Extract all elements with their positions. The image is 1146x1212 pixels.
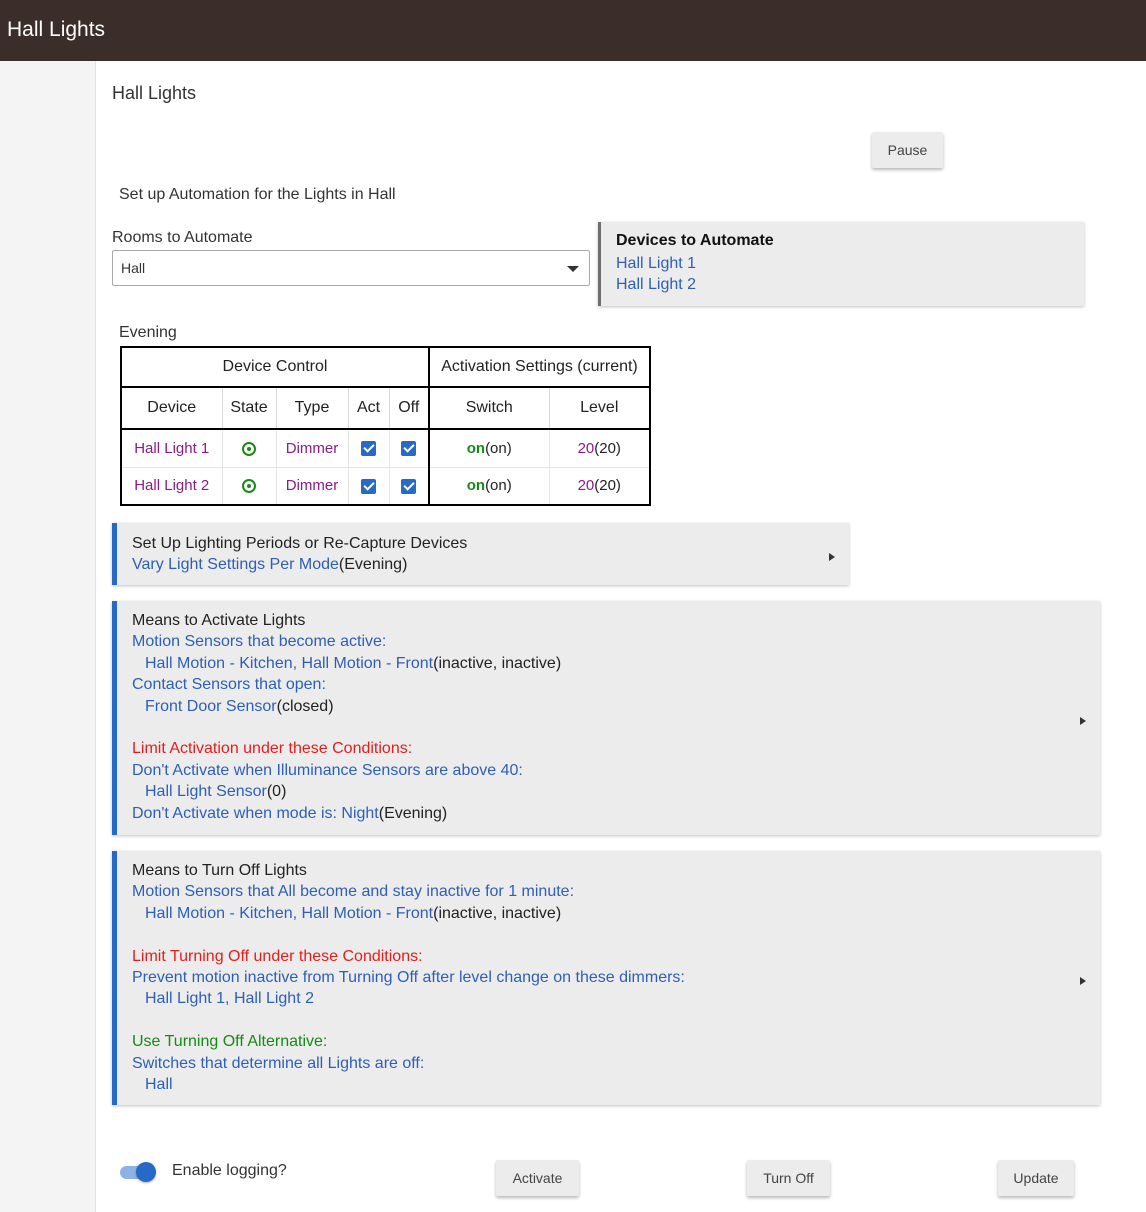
- limit-activation-label: Limit Activation under these Conditions:: [132, 740, 413, 758]
- group-header-device-control: Device Control: [121, 347, 429, 387]
- update-button[interactable]: Update: [998, 1160, 1074, 1196]
- state-on-icon: [242, 479, 256, 493]
- mode-restriction: Don't Activate when mode is: Night: [132, 804, 379, 822]
- alternative-label: Use Turning Off Alternative:: [132, 1033, 328, 1051]
- vary-settings-link[interactable]: Vary Light Settings Per Mode: [132, 556, 339, 574]
- device-link[interactable]: Hall Light 2: [616, 276, 697, 293]
- prevent-devices: Hall Light 1, Hall Light 2: [145, 990, 314, 1008]
- setup-label: Set up Automation for the Lights in Hall: [119, 186, 396, 203]
- type-cell[interactable]: Dimmer: [276, 429, 348, 467]
- page-title: Hall Lights: [112, 83, 197, 103]
- prevent-label: Prevent motion inactive from Turning Off after level change on these dimmers:: [132, 969, 685, 987]
- logging-label: Enable logging?: [172, 1162, 287, 1179]
- turn-off-button[interactable]: Turn Off: [747, 1160, 830, 1196]
- expand-arrow-icon[interactable]: [1080, 977, 1086, 985]
- switches-devices: Hall: [145, 1076, 173, 1094]
- panel-title: Means to Turn Off Lights: [132, 862, 307, 879]
- motion-devices: Hall Motion - Kitchen, Hall Motion - Front: [145, 904, 434, 922]
- checkbox-checked-icon[interactable]: [401, 479, 416, 494]
- devices-to-automate-box: [598, 222, 1084, 306]
- top-bar: [0, 0, 1146, 61]
- switch-setting: on: [466, 477, 486, 495]
- mode-label: Evening: [119, 324, 177, 341]
- device-cell[interactable]: Hall Light 2: [121, 467, 222, 505]
- expand-arrow-icon[interactable]: [1080, 717, 1086, 725]
- switch-cell[interactable]: [429, 467, 549, 505]
- chevron-down-icon: [567, 266, 579, 272]
- switch-cell[interactable]: [429, 429, 549, 467]
- motion-label: Motion Sensors that become active:: [132, 633, 387, 651]
- lighting-periods-panel[interactable]: [112, 523, 849, 585]
- table-row: [121, 429, 650, 467]
- app-title: Hall Lights: [7, 18, 106, 41]
- checkbox-checked-icon[interactable]: [401, 441, 416, 456]
- lux-label: Don't Activate when Illuminance Sensors are above 40:: [132, 761, 523, 779]
- column-header: Type: [276, 387, 348, 429]
- level-current: (20): [594, 477, 621, 495]
- column-header: Level: [549, 387, 650, 429]
- panel-title: Means to Activate Lights: [132, 612, 306, 629]
- column-header: Off: [389, 387, 429, 429]
- column-header: State: [222, 387, 276, 429]
- device-cell[interactable]: Hall Light 1: [121, 429, 222, 467]
- group-header-activation: Activation Settings (current): [429, 347, 650, 387]
- off-cell[interactable]: [389, 429, 429, 467]
- motion-state: (inactive, inactive): [433, 654, 562, 672]
- lux-device: Hall Light Sensor: [145, 783, 267, 801]
- limit-turnoff-label: Limit Turning Off under these Conditions:: [132, 947, 423, 965]
- contact-label: Contact Sensors that open:: [132, 676, 326, 694]
- pause-button[interactable]: Pause: [872, 132, 943, 168]
- toggle-knob: [136, 1162, 156, 1182]
- act-cell[interactable]: [348, 429, 389, 467]
- motion-label: Motion Sensors that All become and stay inactive for 1 minute:: [132, 883, 575, 901]
- type-cell[interactable]: Dimmer: [276, 467, 348, 505]
- column-header: Act: [348, 387, 389, 429]
- device-link[interactable]: Hall Light 1: [616, 255, 697, 272]
- level-setting: 20: [577, 439, 595, 457]
- device-control-table: [120, 346, 651, 506]
- level-setting: 20: [577, 477, 595, 495]
- devices-header: Devices to Automate: [616, 232, 774, 249]
- column-header: Switch: [429, 387, 549, 429]
- table-row: [121, 467, 650, 505]
- expand-arrow-icon[interactable]: [829, 553, 835, 561]
- switch-setting: on: [466, 439, 486, 457]
- state-on-icon: [242, 442, 256, 456]
- column-header: Device: [121, 387, 222, 429]
- switch-current: (on): [485, 439, 512, 457]
- switch-current: (on): [485, 477, 512, 495]
- activate-lights-panel[interactable]: [112, 601, 1100, 835]
- motion-devices: Hall Motion - Kitchen, Hall Motion - Front: [145, 654, 434, 672]
- state-cell[interactable]: [222, 429, 276, 467]
- contact-devices: Front Door Sensor: [145, 697, 277, 715]
- contact-state: (closed): [276, 697, 334, 715]
- left-sidebar: [0, 61, 96, 1212]
- state-cell[interactable]: [222, 467, 276, 505]
- turn-off-lights-panel[interactable]: [112, 851, 1100, 1105]
- rooms-select[interactable]: [112, 250, 590, 286]
- panel-title: Set Up Lighting Periods or Re-Capture Devices: [132, 535, 468, 552]
- logging-toggle[interactable]: [120, 1162, 156, 1182]
- level-cell[interactable]: [549, 429, 650, 467]
- lux-state: (0): [266, 783, 287, 801]
- checkbox-checked-icon[interactable]: [361, 441, 376, 456]
- level-current: (20): [594, 439, 621, 457]
- checkbox-checked-icon[interactable]: [361, 479, 376, 494]
- level-cell[interactable]: [549, 467, 650, 505]
- periods-current: (Evening): [338, 556, 408, 574]
- rooms-select-value: Hall: [121, 260, 146, 276]
- off-cell[interactable]: [389, 467, 429, 505]
- mode-state: (Evening): [378, 804, 448, 822]
- activate-button[interactable]: Activate: [496, 1160, 579, 1196]
- switches-label: Switches that determine all Lights are off:: [132, 1054, 425, 1072]
- act-cell[interactable]: [348, 467, 389, 505]
- rooms-label: Rooms to Automate: [112, 229, 253, 246]
- motion-state: (inactive, inactive): [433, 904, 562, 922]
